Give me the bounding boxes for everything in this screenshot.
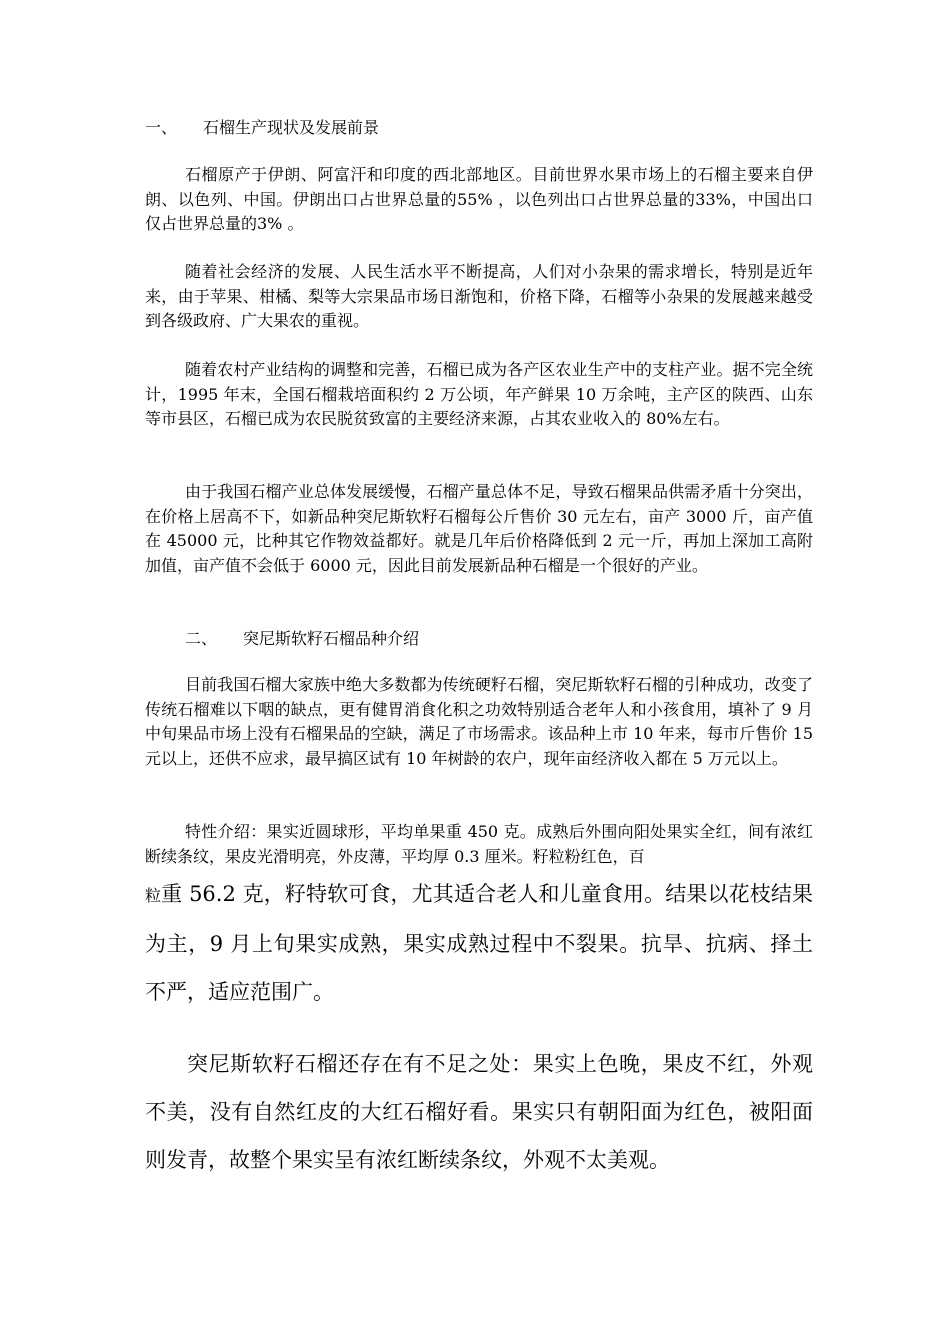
paragraph-origin: 石榴原产于伊朗、阿富汗和印度的西北部地区。目前世界水果市场上的石榴主要来自伊朗、以色列、中国。伊朗出口占世界总量的55% ，以色列出口占世界总量的33%，中国出口仅占世界总量的3% 。 <box>145 165 813 233</box>
section-number: 二、 <box>185 629 218 648</box>
paragraph-shortcomings: 突尼斯软籽石榴还存在有不足之处：果实上色晚，果皮不红，外观不美，没有自然红皮的大红石榴好看。果实只有朝阳面为红色，被阳面则发青，故整个果实呈有浓红断续条纹，外观不太美观。 <box>145 1052 813 1172</box>
features-rest: 重 56.2 克，籽特软可食，尤其适合老人和儿童食用。结果以花枝结果为主，9 月上旬果实成熟，果实成熟过程中不裂果。抗旱、抗病、择土不严，适应范围广。 <box>145 882 813 1004</box>
small-char: 粒 <box>145 886 162 905</box>
section-heading-2 <box>185 627 419 651</box>
paragraph-variety-intro: 目前我国石榴大家族中绝大多数都为传统硬籽石榴，突尼斯软籽石榴的引种成功，改变了传统石榴难以下咽的缺点，更有健胃消食化积之功效特别适合老年人和小孩食用，填补了 9 月中旬果品市场上没有石榴果品的空缺，满足了市场需求。该品种上市 10 年来，每市斤售价 15 元以上，还供不应求，最早搞区试有 10 年树龄的农户，现年亩经济收入都在 5 万元以上。 <box>145 675 813 768</box>
paragraph-demand: 随着社会经济的发展、人民生活水平不断提高，人们对小杂果的需求增长，特别是近年来，由于苹果、柑橘、梨等大宗果品市场日渐饱和，价格下降，石榴等小杂果的发展越来越受到各级政府、广大果农的重视。 <box>145 262 813 330</box>
section-number: 一、 <box>145 118 178 137</box>
paragraph-market: 由于我国石榴产业总体发展缓慢，石榴产量总体不足，导致石榴果品供需矛盾十分突出，在价格上居高不下，如新品种突尼斯软籽石榴每公斤售价 30 元左右，亩产 3000 斤，亩产值在 45000 元，比种其它作物效益都好。就是几年后价格降低到 2 元一斤，再加上深加工高附加值，亩产值不会低于 6000 元，因此目前发展新品种石榴是一个很好的产业。 <box>145 482 813 575</box>
section-title: 突尼斯软籽石榴品种介绍 <box>243 629 420 648</box>
paragraph-industry: 随着农村产业结构的调整和完善，石榴已成为各产区农业生产中的支柱产业。据不完全统计，1995 年末，全国石榴栽培面积约 2 万公顷，年产鲜果 10 万余吨，主产区的陕西、山东等市县区，石榴已成为农民脱贫致富的主要经济来源，占其农业收入的 80%左右。 <box>145 360 813 428</box>
paragraph-features-small: 特性介绍：果实近圆球形，平均单果重 450 克。成熟后外围向阳处果实全红，间有浓红断续条纹，果皮光滑明亮，外皮薄，平均厚 0.3 厘米。籽粒粉红色，百 <box>145 822 813 866</box>
section-heading-1 <box>145 116 379 140</box>
paragraph-features-large <box>145 870 813 1016</box>
section-title: 石榴生产现状及发展前景 <box>203 118 380 137</box>
